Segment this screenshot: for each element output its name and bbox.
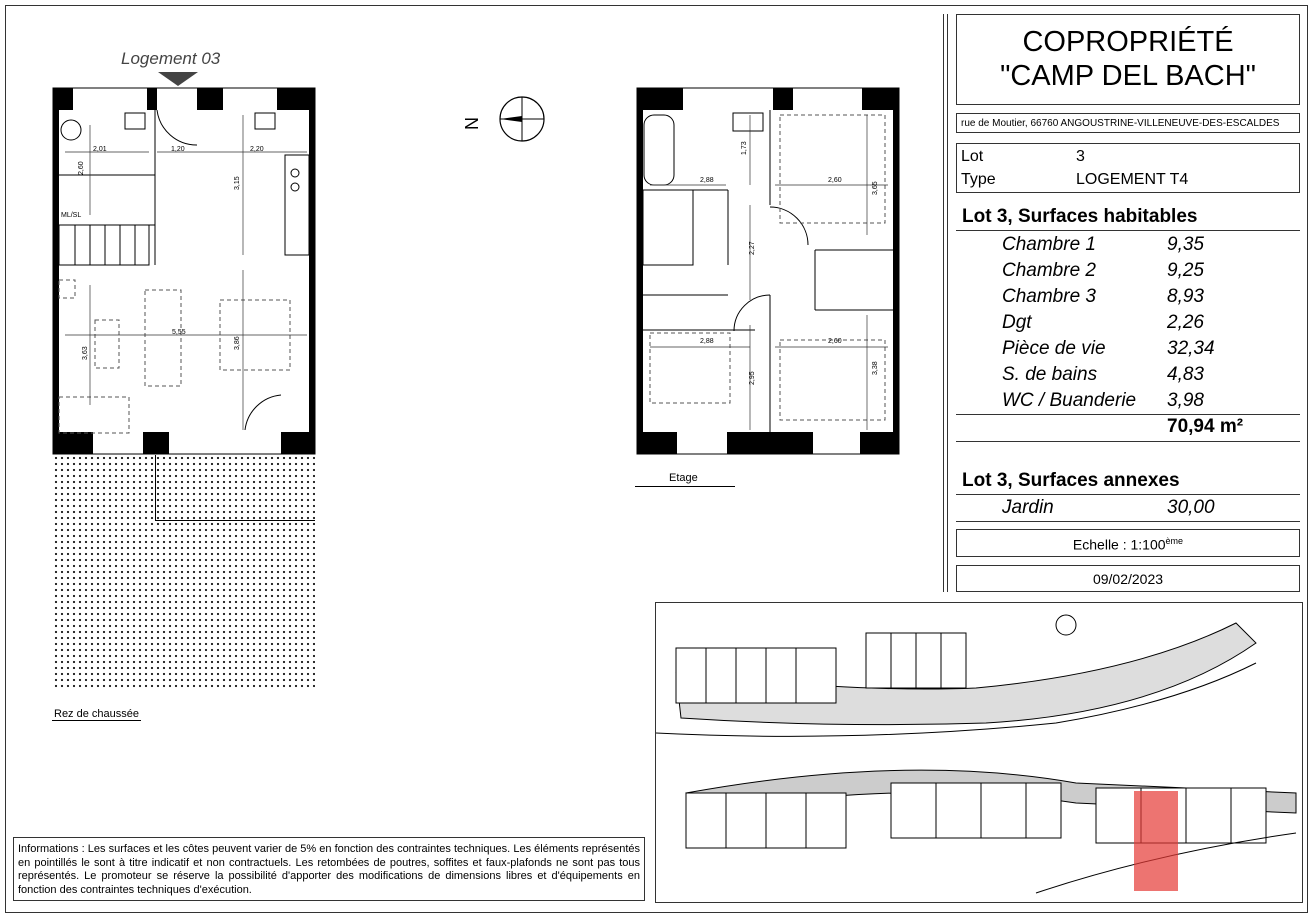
room-name: Chambre 3: [1002, 286, 1096, 307]
room-name: Pièce de vie: [1002, 338, 1106, 359]
total-bottom-line: [956, 441, 1300, 442]
site-plan: [656, 603, 1302, 902]
date-box: [956, 565, 1300, 592]
habitables-title: Lot 3, Surfaces habitables: [962, 206, 1198, 227]
date-text: 09/02/2023: [1092, 571, 1164, 587]
dim-label: 2,95: [749, 371, 756, 385]
room-value: 2,26: [1167, 312, 1204, 333]
dim-label: 2,27: [749, 241, 756, 255]
annex-value: 30,00: [1167, 497, 1215, 518]
scale-label: Echelle : 1:100: [1072, 536, 1166, 553]
dim-label: 2,88: [700, 338, 714, 345]
logement-label: Logement 03: [121, 49, 221, 68]
lot-label: Lot: [961, 148, 984, 165]
dim-label: 2,60: [78, 161, 85, 175]
room-value: 9,35: [1167, 234, 1204, 255]
dim-label: 3,86: [234, 336, 241, 350]
annexes-underline: [956, 494, 1300, 495]
dim-label: 3,65: [872, 181, 879, 195]
room-value: 4,83: [1167, 364, 1204, 385]
rdc-label: Rez de chaussée: [54, 708, 139, 720]
separator-line: [947, 14, 948, 592]
etage-underline: [635, 486, 735, 487]
dim-label: 1,73: [741, 141, 748, 155]
dim-label: 3,38: [872, 361, 879, 375]
garden-inner-line: [155, 455, 156, 521]
title-line-1: COPROPRIÉTÉ: [1022, 26, 1234, 58]
dim-label: 2,60: [828, 338, 842, 345]
dim-label: 3,15: [234, 176, 241, 190]
room-value: 32,34: [1167, 338, 1215, 359]
type-label: Type: [961, 171, 996, 188]
entrance-arrow-icon: [158, 72, 198, 86]
room-value: 9,25: [1167, 260, 1204, 281]
habitables-underline: [956, 230, 1300, 231]
info-box: Informations : Les surfaces et les côtes peuvent varier de 5% en fonction des contraintes techniques. Les éléments représentés en pointillés le sont à titre indicatif et non contractuels. Les retombées de poutres, soffites et faux-plafonds ne sont pas tous représentés. Le promoteur se réserve la possibilité d'apporter des modifications de dimensions libres et d'équipements en fonction des contraintes techniques d'exécution.: [13, 837, 645, 901]
annex-name: Jardin: [1002, 497, 1054, 518]
room-value: 3,98: [1167, 390, 1204, 411]
dim-label: 2,01: [93, 146, 107, 153]
upper-floor-plan: [630, 85, 905, 460]
room-name: S. de bains: [1002, 364, 1098, 385]
annexes-title: Lot 3, Surfaces annexes: [962, 470, 1180, 491]
room-name: WC / Buanderie: [1002, 390, 1137, 411]
total-value: 70,94 m²: [1167, 416, 1244, 437]
garden-inner-line: [155, 520, 315, 521]
room-name: Dgt: [1002, 312, 1032, 333]
room-name: Chambre 2: [1002, 260, 1096, 281]
garden-area: [53, 455, 315, 690]
room-value: 8,93: [1167, 286, 1204, 307]
dim-label: 3,63: [82, 346, 89, 360]
separator-line: [943, 14, 944, 592]
dim-label: 1,20: [171, 146, 185, 153]
lot-value: 3: [1076, 148, 1085, 165]
dim-label: 2,60: [828, 177, 842, 184]
dim-label: 2,88: [700, 177, 714, 184]
etage-label: Etage: [669, 472, 698, 484]
dim-label: 5,55: [172, 329, 186, 336]
title-line-2: "CAMP DEL BACH": [1000, 60, 1256, 92]
address-text: rue de Moutier, 66760 ANGOUSTRINE-VILLENEUVE-DES-ESCALDES: [961, 118, 1280, 129]
type-value: LOGEMENT T4: [1076, 171, 1189, 188]
total-line: [956, 414, 1300, 415]
title-box: [956, 14, 1300, 105]
compass-icon: [497, 94, 547, 144]
site-plan-box: [655, 602, 1303, 903]
ml-label: ML/SL: [61, 212, 82, 219]
room-name: Chambre 1: [1002, 234, 1096, 255]
dim-label: 2,20: [250, 146, 264, 153]
scale-box: [956, 529, 1300, 557]
scale-sup: ème: [1165, 536, 1184, 546]
annexes-bottom-line: [956, 521, 1300, 522]
address-box: [956, 113, 1300, 133]
compass-letter: N: [462, 117, 482, 130]
